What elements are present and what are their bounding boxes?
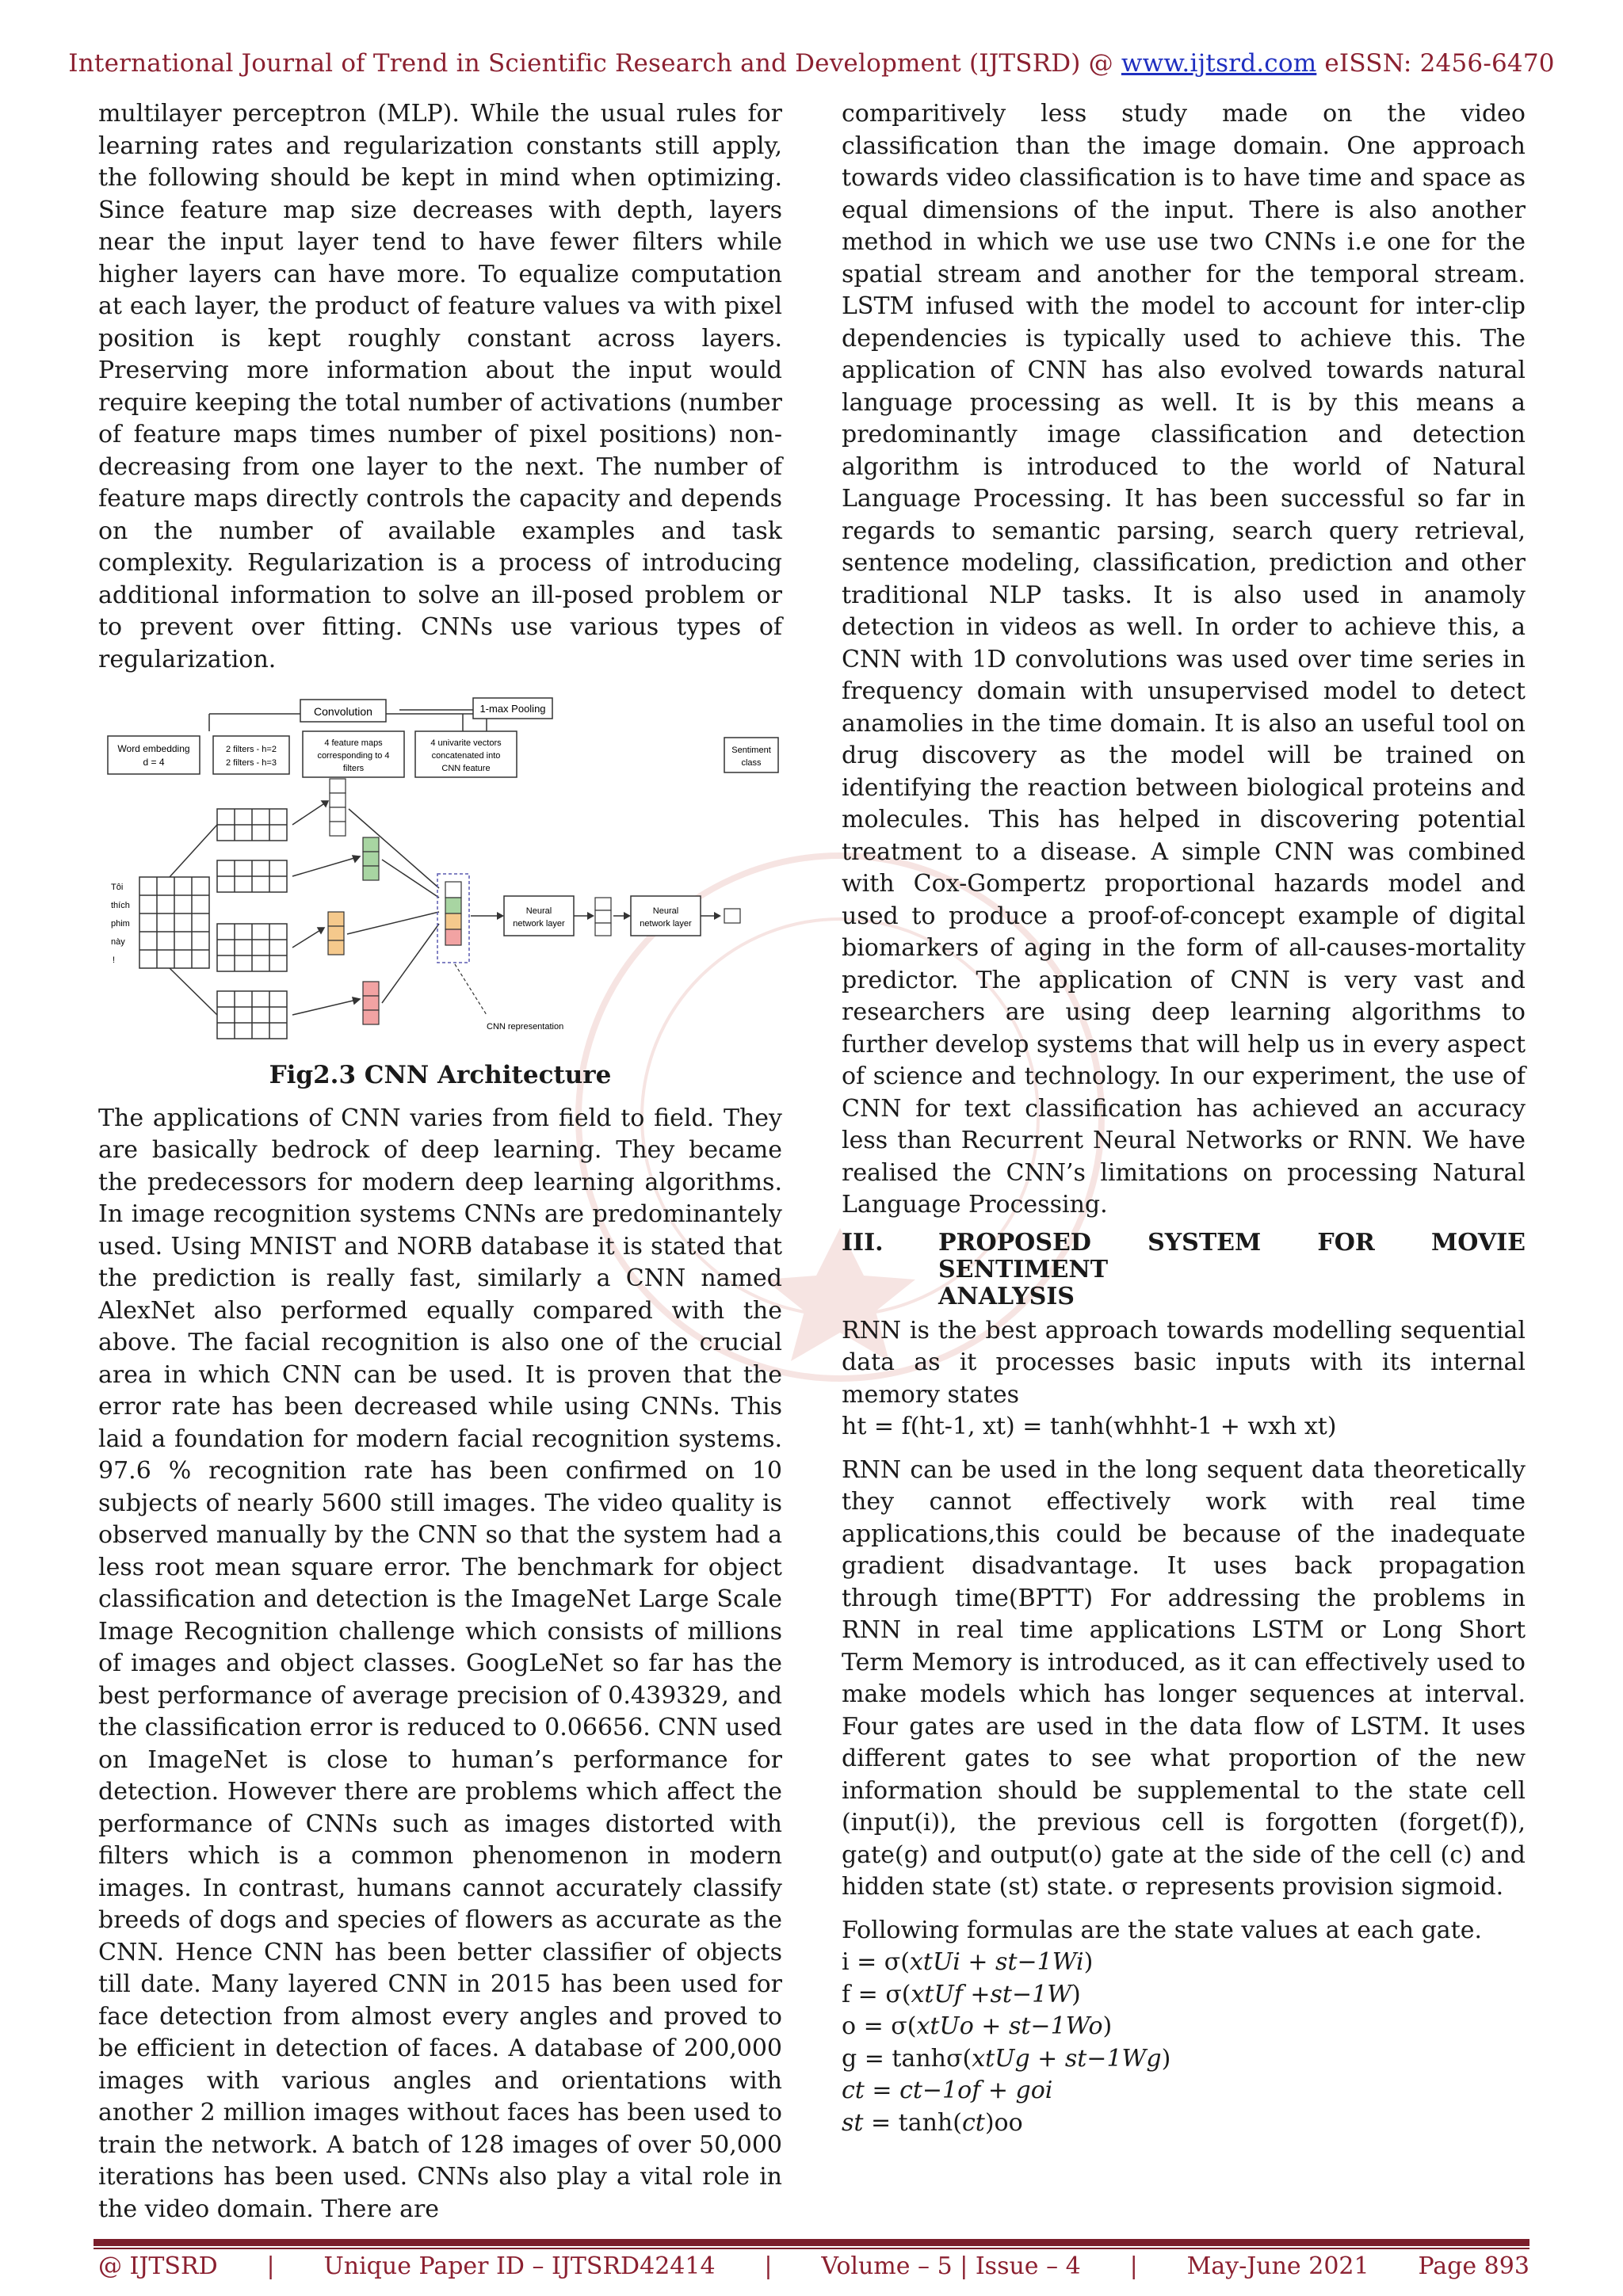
formula-g-gate: g = tanhσ(xtUg + st−1Wg) (842, 2044, 1171, 2073)
footer-rule (94, 2239, 1529, 2246)
cnn-feature-vector (445, 882, 461, 945)
journal-header (0, 49, 1623, 78)
body-paragraph: Following formulas are the state values at each gate. (842, 1916, 1483, 1944)
filter-label-1: 2 filters - h=2 (226, 745, 277, 754)
footer-paper-id: Unique Paper ID – IJTSRD42414 (323, 2252, 716, 2280)
footer-volume: Volume – 5 | Issue – 4 (821, 2252, 1081, 2280)
figure-caption: Fig2.3 CNN Architecture (269, 1061, 612, 1089)
footer-date: May-June 2021 (1186, 2252, 1369, 2280)
nn-layer-2-label-1: Neural (652, 906, 679, 916)
embedding-label: Word embedding (117, 743, 190, 754)
body-paragraph: RNN can be used in the long sequent data theoretically they cannot effectively work with real time applications,this could be because of the inadequate gradient disadvantage. It uses back propagation through time(BPTT) For addressing the problems in RNN in real time applications LSTM or Long Short Term Memory is introduced, as it can effectively used to make models which has longer sequences at interval. Four gates are used in the data flow of LSTM. It uses different gates to see what proportion of the new information should be supplemental to the state cell (input(i)), the previous cell is forgotten (forget(f)), gate(g) and output(o) gate at the side of the cell (c) and hidden state (st) state. σ represents provision sigmoid. (842, 1455, 1526, 1901)
formula-cell-state: ct = ct−1of + goi (842, 2077, 1053, 2104)
footer-page: Page 893 (1418, 2252, 1529, 2280)
footer-journal: @ IJTSRD (98, 2252, 218, 2280)
cnn-representation-label: CNN representation (487, 1022, 564, 1032)
embedding-dim-label: d = 4 (143, 757, 165, 768)
nn-layer-2-label-2: network layer (640, 919, 692, 929)
rnn-formula: ht = f(ht-1, xt) = tanh(whhht-1 + wxh xt) (842, 1413, 1337, 1440)
section-heading (842, 1230, 1526, 1310)
header-text: International Journal of Trend in Scientific Research and Development (IJTSRD) @ (68, 49, 1121, 78)
body-paragraph: comparitively less study made on the video classification than the image domain. One approach towards video classification is to have time and space as equal dimensions of the input. There is also another method in which we use use two CNNs i.e one for the spatial stream and another for the temporal stream. LSTM infused with the model to account for inter-clip dependencies is typically used to achieve this. The application of CNN has also evolved towards natural language processing as well. It is by this means a predominantly image classification and detection algorithm is introduced to the world of Natural Language Processing. It has been successful so far in regards to semantic parsing, search query retrieval, sentence modeling, classification, prediction and other traditional NLP tasks. It is also used in anamoly detection in videos as well. In order to achieve this, a CNN with 1D convolutions was used over time series in frequency domain with unsupervised model to detect anamolies in the time domain. It is also an useful tool on drug discovery as the model will be trained on identifying the reaction between biological proteins and molecules. This has helped in discovering potential treatment to a disease. A simple CNN was combined with Cox-Gompertz proportional hazards model and used to produce a proof-of-concept example of digital biomarkers of aging in the form of all-causes-mortality predictor. The application of CNN is very vast and researchers are using deep learning algorithms to further develop systems that will help us in every aspect of science and technology. In our experiment, the use of CNN for text classification has achieved an accuracy less than Recurrent Neural Networks or RNN. We have realised the CNN’s limitations on processing Natural Language Processing. (842, 100, 1526, 1219)
section-title-line-2: ANALYSIS (938, 1282, 1075, 1310)
output-node (724, 909, 740, 923)
header-issn: eISSN: 2456-6470 (1316, 49, 1555, 78)
formula-hidden-state: st = tanh(ct)oo (842, 2108, 1023, 2137)
left-column (98, 98, 782, 2225)
formula-input-gate: i = σ(xtUi + st−1Wi) (842, 1948, 1094, 1976)
body-paragraph: RNN is the best approach towards modelling sequential data as it processes basic inputs with its internal memory states (842, 1316, 1526, 1409)
word-2: thích (111, 901, 130, 910)
word-3: phim (111, 919, 130, 929)
cnn-architecture-figure (98, 690, 782, 1055)
section-title-line-1: PROPOSED SYSTEM FOR MOVIE SENTIMENT (938, 1228, 1526, 1283)
cnn-diagram (98, 690, 782, 1055)
nn-layer-1-label-2: network layer (513, 919, 565, 929)
formula-output-gate: o = σ(xtUo + st−1Wo) (842, 2012, 1113, 2040)
page-footer: @ IJTSRD | Unique Paper ID – IJTSRD42414 | Volume – 5 | Issue – 4 | May-June 2021 Page 893 (98, 2252, 1529, 2280)
convolution-label: Convolution (314, 705, 372, 718)
sentiment-label-2: class (741, 758, 762, 768)
footer-rule-thin (94, 2248, 1529, 2249)
feature-maps-label-1: 4 feature maps (324, 738, 383, 748)
univariate-label-3: CNN feature (441, 764, 491, 773)
nn-layer-1-label-1: Neural (525, 906, 552, 916)
sentiment-label-1: Sentiment (731, 746, 771, 755)
formula-forget-gate: f = σ(xtUf +st−1W) (842, 1980, 1081, 2008)
word-4: này (111, 937, 125, 947)
body-paragraph: The applications of CNN varies from field to field. They are basically bedrock of deep learning. They became the predecessors for modern deep learning algorithms. In image recognition systems CNNs are predominantely used. Using MNIST and NORB database it is stated that the prediction is really fast, similarly a CNN named AlexNet also performed equally compared with the above. The facial recognition is also one of the crucial area in which CNN can be used. It is proven that the error rate has been decreased while using CNNs. This laid a foundation for modern facial recognition systems. 97.6 % recognition rate has been confirmed on 10 subjects of nearly 5600 still images. The video quality is observed manually by the CNN so that the system had a less root mean square error. The benchmark for object classification and detection is the ImageNet Large Scale Image Recognition challenge which consists of millions of images and object classes. GoogLeNet so far has the best performance of average precision of 0.439329, and the classification error is reduced to 0.06656. CNN used on ImageNet is close to human’s performance for detection. However there are problems which affect the performance of CNNs such as images distorted with filters which is a common phenomenon in modern images. In contrast, humans cannot accurately classify breeds of dogs and species of flowers as accurate as the CNN. Hence CNN has been better classifier of objects till date. Many layered CNN in 2015 has been used for face detection from almost every angles and proved to be efficient in detection of faces. A database of 200,000 images with various angles and orientations with another 2 million images without faces has been used to train the network. A batch of 128 images of over 50,000 iterations has been used. CNNs also play a vital role in the video domain. There are (98, 1104, 782, 2223)
feature-maps-label-3: filters (342, 764, 365, 773)
journal-link[interactable]: www.ijtsrd.com (1121, 49, 1317, 78)
univariate-label-2: concatenated into (431, 751, 501, 761)
input-matrix (139, 877, 209, 968)
section-title (938, 1230, 1526, 1310)
section-number: III. (842, 1228, 884, 1257)
right-column (842, 98, 1526, 2139)
word-5: ! (113, 955, 116, 965)
filter-matrices (217, 809, 287, 1039)
hidden-vector (595, 898, 611, 936)
feature-maps-label-2: corresponding to 4 (317, 751, 390, 761)
pooling-label: 1-max Pooling (479, 703, 546, 715)
body-paragraph: multilayer perceptron (MLP). While the usual rules for learning rates and regularization constants still apply, the following should be kept in mind when optimizing. Since feature map size decreases with depth, layers near the input layer tend to have fewer filters while higher layers can have more. To equalize computation at each layer, the product of feature values va with pixel position is kept roughly constant across layers. Preserving more information about the input would require keeping the total number of activations (number of feature maps times number of pixel positions) non-decreasing from one layer to the next. The number of feature maps directly controls the capacity and depends on the number of available examples and task complexity. Regularization is a process of introducing additional information to solve an ill-posed problem or to prevent over fitting. CNNs use various types of regularization. (98, 100, 782, 673)
filter-label-2: 2 filters - h=3 (226, 758, 277, 768)
word-1: Tôi (111, 883, 124, 892)
feature-map-columns (328, 779, 379, 1024)
univariate-label-1: 4 univarite vectors (430, 738, 502, 748)
